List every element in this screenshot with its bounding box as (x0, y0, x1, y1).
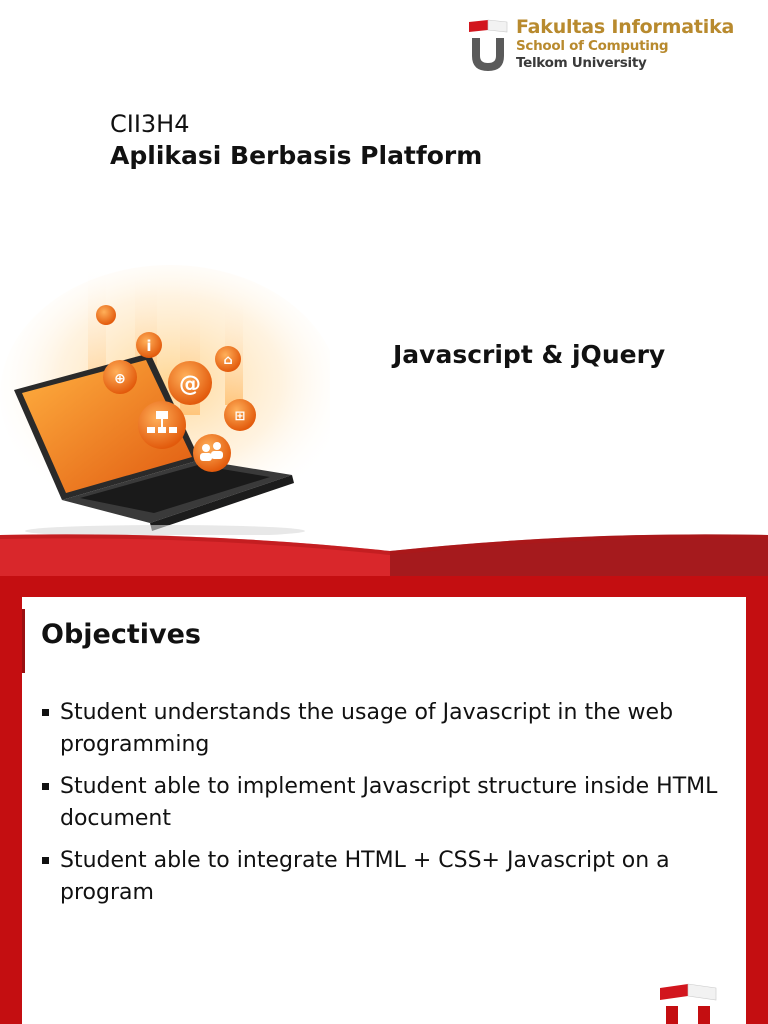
telkom-emblem-icon (468, 16, 508, 72)
lecture-topic: Javascript & jQuery (393, 340, 666, 369)
course-name: Aplikasi Berbasis Platform (110, 141, 483, 170)
bullet-icon (42, 709, 49, 716)
bullet-icon (42, 857, 49, 864)
list-item (40, 697, 730, 761)
telkom-small-emblem-icon (658, 978, 718, 1024)
list-item (40, 771, 730, 835)
logo-university-name: Telkom University (516, 55, 647, 71)
book-decoration (0, 527, 768, 576)
list-item-text: Student able to integrate HTML + CSS+ Javascript on a program (60, 848, 670, 905)
bullet-icon (42, 783, 49, 790)
list-item-text: Student able to implement Javascript structure inside HTML document (60, 774, 718, 831)
objectives-list (40, 697, 730, 919)
course-code: CII3H4 (110, 110, 190, 138)
content-panel (22, 597, 746, 1024)
telkom-logo (468, 16, 758, 74)
logo-school-name: School of Computing (516, 38, 669, 54)
slide-title: Objectives (41, 619, 201, 650)
svg-text:⌂: ⌂ (223, 353, 233, 368)
title-accent-bar (22, 609, 25, 673)
objectives-slide (0, 576, 768, 1024)
laptop-illustration (0, 265, 330, 535)
svg-text:i: i (146, 337, 152, 355)
svg-text:⊕: ⊕ (114, 371, 126, 387)
logo-faculty-name: Fakultas Informatika (516, 16, 735, 38)
svg-text:⊞: ⊞ (234, 409, 246, 424)
list-item (40, 845, 730, 909)
svg-text:@: @ (179, 372, 201, 397)
list-item-text: Student understands the usage of Javascript in the web programming (60, 700, 674, 757)
